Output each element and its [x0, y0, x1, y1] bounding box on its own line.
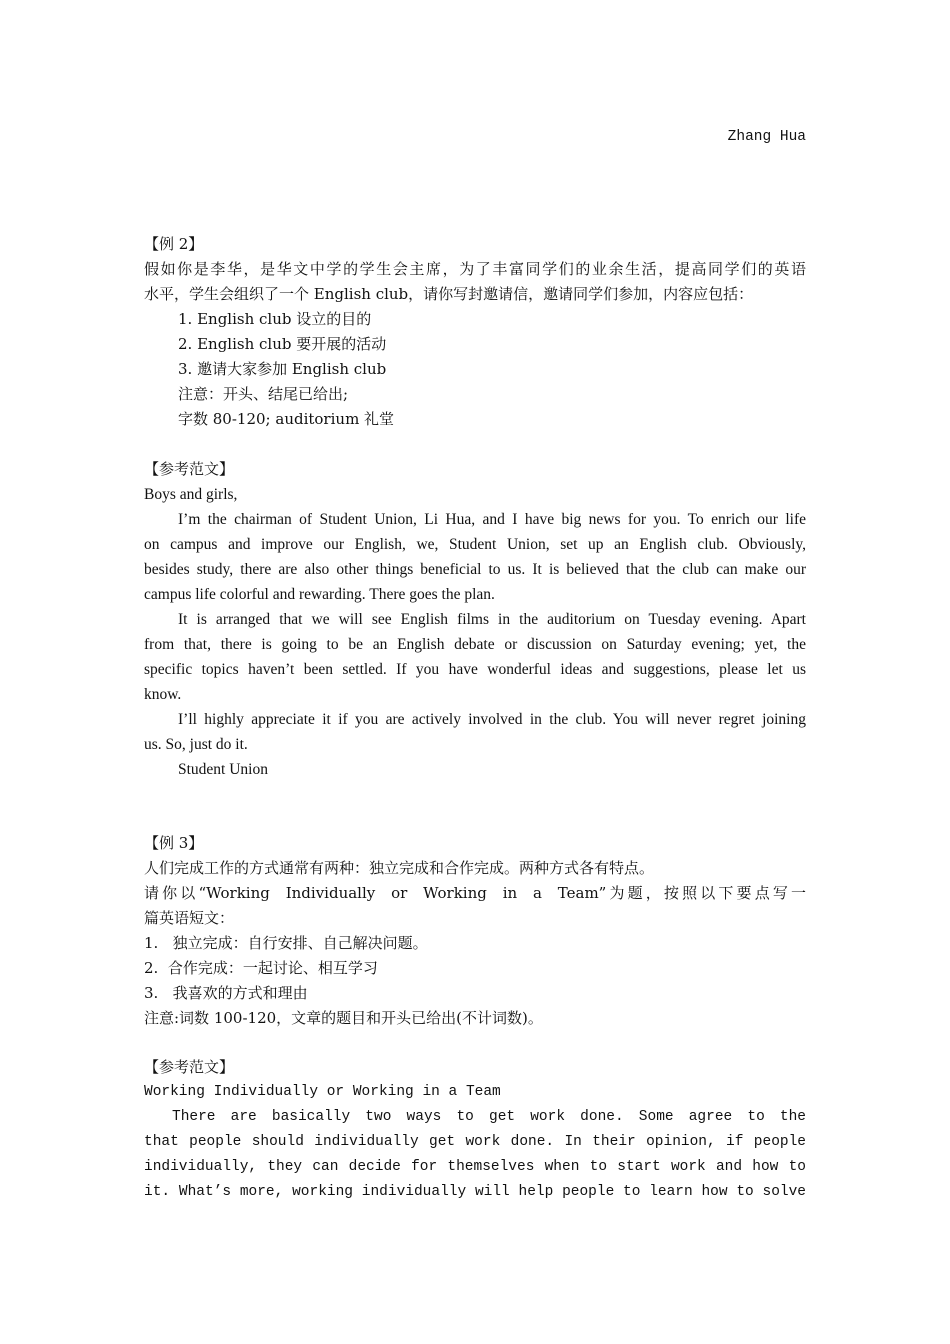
- essay-line: individually, they can decide for themselves when to start work and how to: [144, 1159, 806, 1175]
- example3-prompt-line: 请你以“Working Individually or Working in a Team”为题，按照以下要点写一: [144, 884, 806, 902]
- letter-paragraph-line: besides study, there are also other things beneficial to us. It is believed that the club can make our: [144, 561, 806, 578]
- example2-prompt-line: 水平，学生会组织了一个 English club，请你写封邀请信，邀请同学们参加，内容应包括：: [144, 285, 754, 303]
- letter-closing: Student Union: [178, 761, 268, 778]
- example2-heading: 【例 2】: [144, 235, 204, 253]
- example2-point: 2. English club 要开展的活动: [178, 335, 387, 353]
- letter-paragraph-line: I’m the chairman of Student Union, Li Hua, and I have big news for you. To enrich our life: [178, 511, 806, 528]
- example2-point: 3. 邀请大家参加 English club: [178, 360, 387, 378]
- essay-line: it. What’s more, working individually will help people to learn how to solve: [144, 1184, 806, 1200]
- example2-prompt-line: 假如你是李华，是华文中学的学生会主席，为了丰富同学们的业余生活，提高同学们的英语: [144, 260, 806, 278]
- letter-paragraph-line: know.: [144, 686, 182, 703]
- letter-greeting: Boys and girls,: [144, 486, 238, 503]
- letter-paragraph-line: I’ll highly appreciate it if you are actively involved in the club. You will never regret joining: [178, 711, 806, 728]
- essay-line: There are basically two ways to get work done. Some agree to the: [172, 1109, 806, 1125]
- example3-point: 3. 我喜欢的方式和理由: [144, 984, 308, 1002]
- example3-point: 1. 独立完成：自行安排、自己解决问题。: [144, 934, 428, 952]
- letter-paragraph-line: It is arranged that we will see English films in the auditorium on Tuesday evening. Apart: [178, 611, 806, 628]
- example3-note: 注意:词数 100-120，文章的题目和开头已给出(不计词数)。: [144, 1009, 543, 1027]
- letter-paragraph-line: campus life colorful and rewarding. There goes the plan.: [144, 586, 495, 603]
- example3-heading: 【例 3】: [144, 834, 204, 852]
- letter-paragraph-line: on campus and improve our English, we, Student Union, set up an English club. Obviously,: [144, 536, 806, 553]
- letter-paragraph-line: from that, there is going to be an English debate or discussion on Saturday evening; yet, the: [144, 636, 806, 653]
- example2-note: 字数 80-120; auditorium 礼堂: [178, 410, 395, 428]
- example3-intro: 人们完成工作的方式通常有两种：独立完成和合作完成。两种方式各有特点。: [144, 859, 655, 877]
- example2-point: 1. English club 设立的目的: [178, 310, 372, 328]
- example3-prompt-line: 篇英语短文：: [144, 909, 235, 927]
- example2-note: 注意：开头、结尾已给出;: [178, 385, 349, 403]
- essay-line: that people should individually get work done. In their opinion, if people: [144, 1134, 806, 1150]
- example3-point: 2. 合作完成：一起讨论、相互学习: [144, 959, 378, 977]
- letter-paragraph-line: us. So, just do it.: [144, 736, 248, 753]
- letter-paragraph-line: specific topics haven’t been settled. If you have wonderful ideas and suggestions, please let us: [144, 661, 806, 678]
- essay-title: Working Individually or Working in a Team: [144, 1084, 501, 1100]
- example3-reference-heading: 【参考范文】: [144, 1058, 235, 1076]
- signature: Zhang Hua: [727, 129, 806, 145]
- example2-reference-heading: 【参考范文】: [144, 460, 235, 478]
